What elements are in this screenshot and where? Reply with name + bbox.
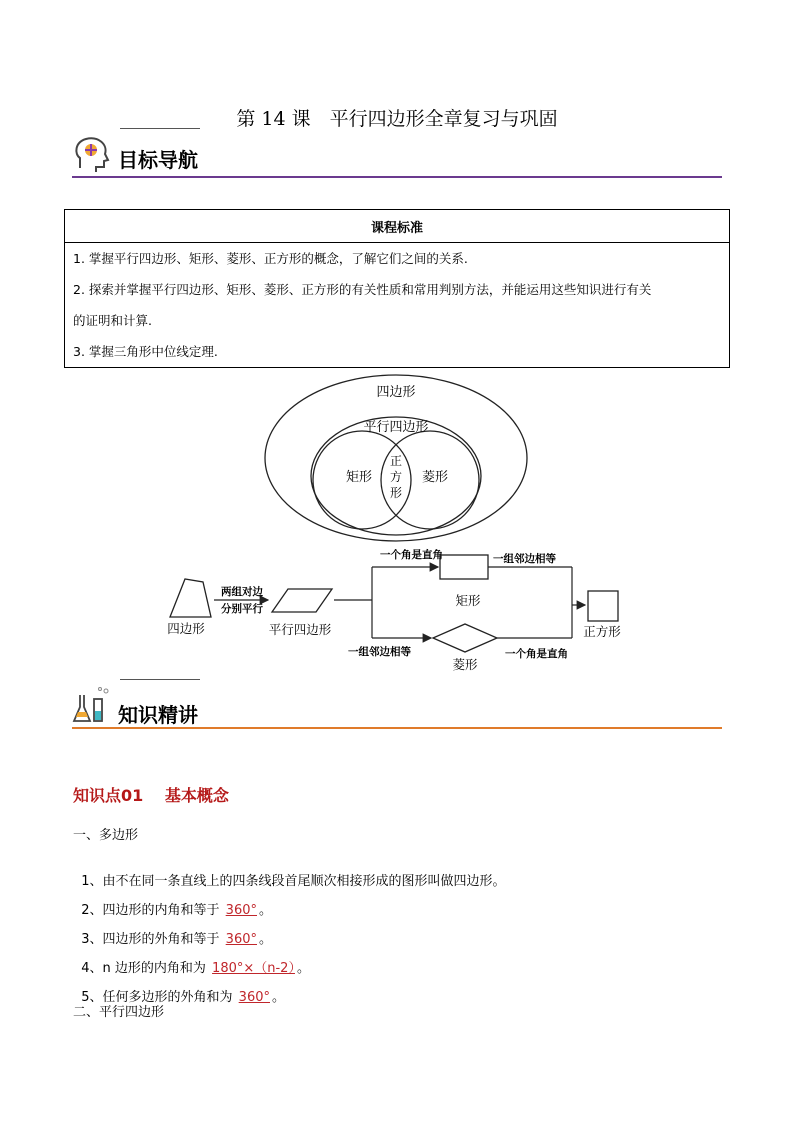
line-text: 2、四边形的内角和等于	[81, 903, 224, 918]
brain-head-icon	[72, 134, 112, 174]
line-text: 。	[272, 990, 286, 1005]
venn-center-char: 形	[389, 486, 403, 500]
standard-item: 3. 掌握三角形中位线定理.	[73, 344, 218, 359]
standards-header: 课程标准	[65, 210, 730, 243]
line-text: 。	[259, 932, 273, 947]
square-label: 正方形	[583, 624, 621, 639]
venn-left-label: 矩形	[345, 470, 373, 485]
page-title: 第 14 课 平行四边形全章复习与巩固	[236, 108, 558, 130]
section-header-knowledge	[72, 679, 722, 729]
cond-label: 一个角是直角	[380, 549, 443, 561]
venn-center-char: 方	[389, 470, 403, 484]
section-label-knowledge: 知识精讲	[118, 703, 198, 727]
concept-line	[73, 971, 285, 1005]
line-text: 1、由不在同一条直线上的四条线段首尾顺次相接形成的图形叫做四边形。	[81, 874, 506, 889]
quadrilateral-shape	[170, 579, 211, 617]
knowledge-point-title: 知识点01 基本概念	[73, 786, 229, 805]
flask-icon	[72, 685, 112, 727]
cond-label: 一组邻边相等	[348, 646, 411, 658]
venn-center-char: 正	[389, 454, 403, 468]
line-text: 4、n 边形的内角和为	[81, 961, 211, 976]
venn-diagram	[262, 370, 530, 546]
rectangle-shape	[440, 555, 488, 579]
standard-item: 的证明和计算.	[73, 313, 152, 328]
flow-diagram	[160, 545, 640, 675]
rhombus-shape	[433, 624, 497, 652]
line-text: 。	[296, 961, 310, 976]
subheading: 二、平行四边形	[73, 1005, 165, 1020]
cond-label: 分别平行	[221, 603, 263, 615]
venn-middle-label: 平行四边形	[363, 420, 429, 435]
quad-label: 四边形	[167, 621, 205, 636]
standard-item: 2. 探索并掌握平行四边形、矩形、菱形、正方形的有关性质和常用判别方法，并能运用这些知识进行有关	[73, 282, 652, 297]
section-rule-goal	[72, 176, 722, 178]
cond-label: 两组对边	[221, 586, 263, 598]
venn-outer-label: 四边形	[376, 385, 416, 400]
answer-blank: 360°	[225, 903, 257, 918]
line-text: 5、任何多边形的外角和为	[81, 990, 237, 1005]
answer-blank: 180°×（n-2）	[212, 961, 295, 976]
parallelogram-shape	[272, 589, 332, 612]
answer-blank: 360°	[238, 990, 270, 1005]
standards-table	[64, 209, 730, 368]
rhombus-label: 菱形	[452, 657, 478, 672]
standard-item: 1. 掌握平行四边形、矩形、菱形、正方形的概念，了解它们之间的关系.	[73, 251, 468, 266]
section-label-goal: 目标导航	[118, 148, 198, 172]
answer-blank: 360°	[225, 932, 257, 947]
parallelogram-label: 平行四边形	[268, 622, 332, 637]
header-decoration-line	[120, 679, 200, 680]
line-text: 3、四边形的外角和等于	[81, 932, 224, 947]
venn-right-label: 菱形	[421, 470, 449, 485]
line-text: 。	[259, 903, 273, 918]
square-shape	[588, 591, 618, 621]
cond-label: 一个角是直角	[505, 648, 568, 660]
section-rule-knowledge	[72, 727, 722, 729]
cond-label: 一组邻边相等	[493, 553, 556, 565]
section-header-goal	[72, 128, 722, 178]
subheading: 一、多边形	[73, 828, 139, 843]
standards-body	[65, 243, 730, 368]
header-decoration-line	[120, 128, 200, 129]
rect-label: 矩形	[455, 593, 481, 608]
